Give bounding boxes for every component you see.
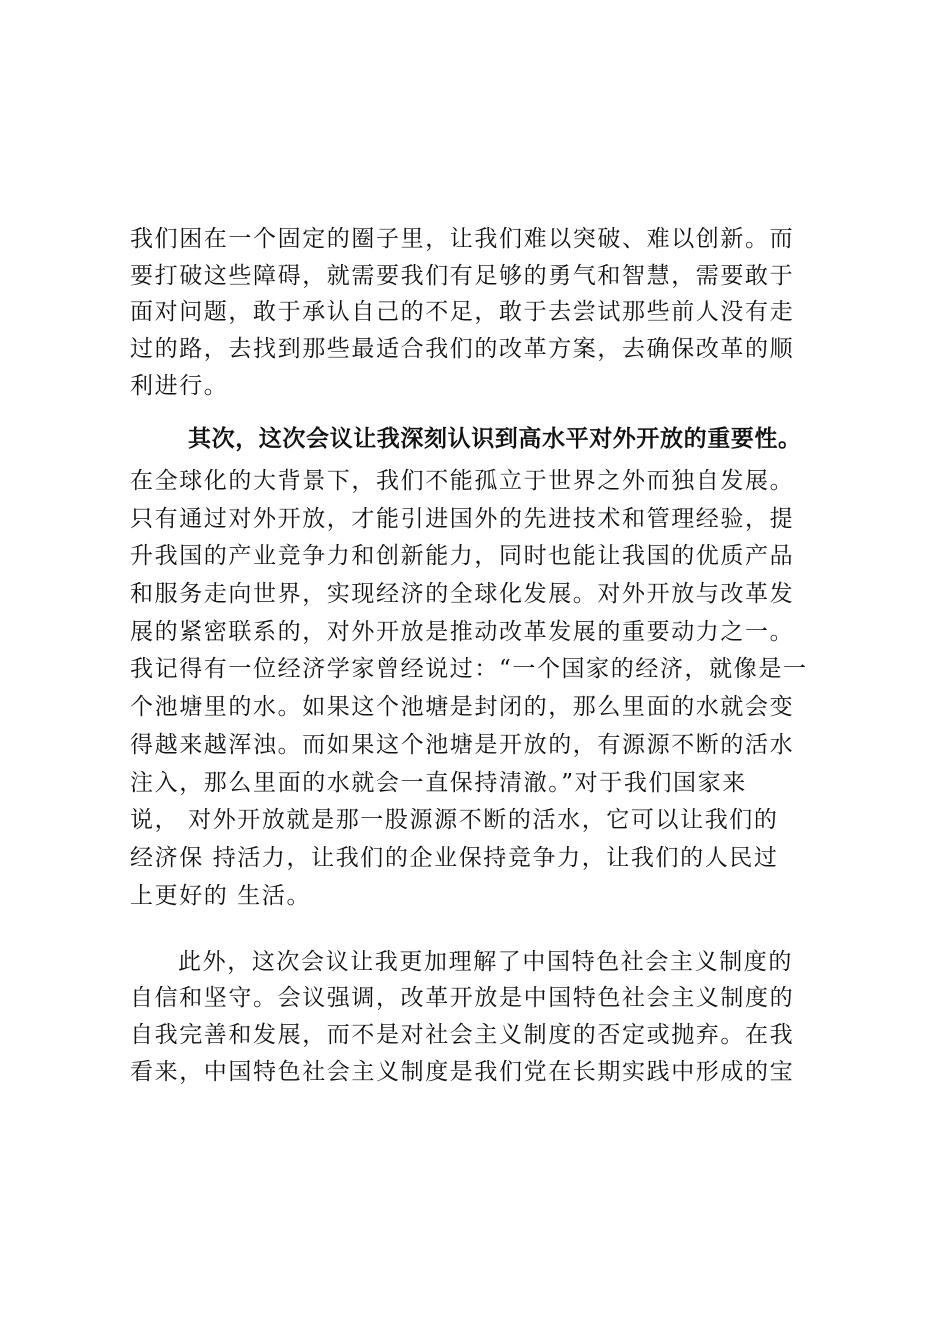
paragraph-1-line-5: 利进行。 bbox=[130, 373, 229, 399]
paragraph-3-line-4: 看来，中国特色社会主义制度是我们党在长期实践中形成的宝 bbox=[130, 1059, 795, 1085]
paragraph-2-line-3: 升我国的产业竞争力和创新能力，同时也能让我国的优质产品 bbox=[130, 543, 795, 569]
paragraph-2-line-11: 经济保 持活力，让我们的企业保持竞争力，让我们的人民过 bbox=[130, 845, 779, 871]
paragraph-3-line-1: 此外，这次会议让我更加理解了中国特色社会主义制度的 bbox=[178, 949, 793, 975]
paragraph-2-line-8: 得越来越浑浊。而如果这个池塘是开放的，有源源不断的活水 bbox=[130, 732, 795, 758]
paragraph-1-line-2: 要打破这些障碍，就需要我们有足够的勇气和智慧，需要敢于 bbox=[130, 263, 795, 289]
paragraph-1-line-3: 面对问题，敢于承认自己的不足，敢于去尝试那些前人没有走 bbox=[130, 299, 795, 325]
paragraph-3-line-2: 自信和坚守。会议强调，改革开放是中国特色社会主义制度的 bbox=[130, 985, 795, 1011]
paragraph-2-line-7: 个池塘里的水。如果这个池塘是封闭的，那么里面的水就会变 bbox=[130, 694, 795, 720]
paragraph-2-line-12: 上更好的 生活。 bbox=[130, 883, 312, 909]
paragraph-2-line-4: 和服务走向世界，实现经济的全球化发展。对外开放与改革发 bbox=[130, 581, 795, 607]
paragraph-1-line-4: 过的路，去找到那些最适合我们的改革方案，去确保改革的顺 bbox=[130, 336, 795, 362]
paragraph-2-line-2: 只有通过对外开放，才能引进国外的先进技术和管理经验，提 bbox=[130, 506, 795, 532]
paragraph-2-line-10: 说， 对外开放就是那一股源源不断的活水，它可以让我们的 bbox=[130, 807, 779, 833]
paragraph-2-line-5: 展的紧密联系的，对外开放是推动改革发展的重要动力之一。 bbox=[130, 619, 795, 645]
paragraph-2-line-1: 在全球化的大背景下，我们不能孤立于世界之外而独自发展。 bbox=[130, 468, 795, 494]
paragraph-1-line-1: 我们困在一个固定的圈子里，让我们难以突破、难以创新。而 bbox=[130, 226, 795, 252]
paragraph-2-line-9: 注入，那么里面的水就会一直保持清澈。”对于我们国家来 bbox=[130, 770, 747, 796]
paragraph-3-line-3: 自我完善和发展，而不是对社会主义制度的否定或抛弃。在我 bbox=[130, 1022, 795, 1048]
paragraph-2-line-6: 我记得有一位经济学家曾经说过：“一个国家的经济，就像是一 bbox=[130, 656, 808, 682]
section-heading: 其次，这次会议让我深刻认识到高水平对外开放的重要性。 bbox=[188, 425, 802, 452]
